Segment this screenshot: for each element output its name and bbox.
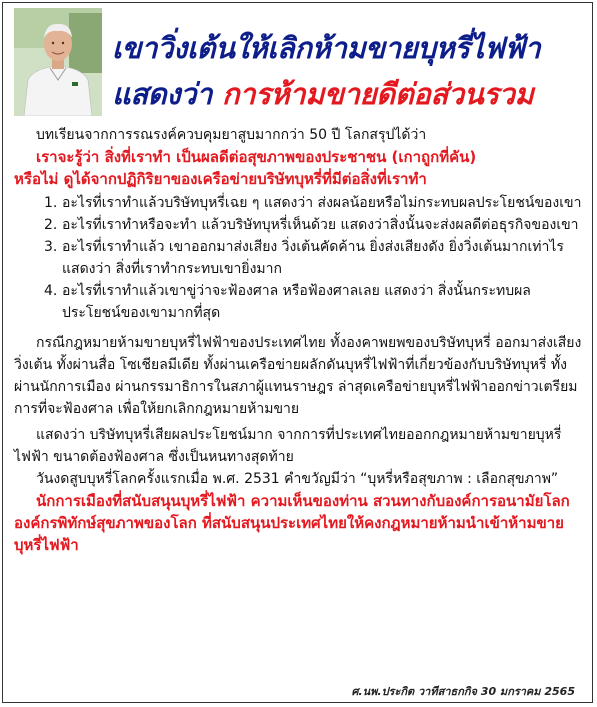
list-item xyxy=(14,192,582,214)
author-signature: ศ.นพ.ประกิต วาทีสาธกกิจ 30 มกราคม 2565 xyxy=(351,685,575,698)
headline-highlight: การห้ามขายดีต่อส่วนรวม xyxy=(221,77,534,111)
article-body xyxy=(14,124,582,556)
thai-ban-paragraph: กรณีกฎหมายห้ามขายบุหรี่ไฟฟ้าของประเทศไทย ทั้งองคาพยพของบริษัทบุหรี่ ออกมาส่งเสียงวิ่งเต้น ทั้งผ่านสื่อ โซเชียลมีเดีย ทั้งผ่านเครือข่ายผลักดันบุหรี่ไฟฟ้าที่เกี่ยวข้องกับบริษัทบุหรี่ ทั้งผ่านนักการเมือง ผ่านกรรมาธิการในสภาผู้แทนราษฎร ล่าสุดเครือข่ายบุหรี่ไฟฟ้าออกข่าวเตรียมการที่จะฟ้องศาล เพื่อให้ยกเลิกกฎหมายห้ามขาย xyxy=(14,335,582,417)
list-item xyxy=(14,236,582,280)
key-message-line-2: หรือไม่ ดูได้จากปฏิกิริยาของเครือข่ายบริษัทบุหรี่ที่มีต่อสิ่งที่เราทำ xyxy=(14,170,427,188)
headline-line-1: เขาวิ่งเต้นให้เลิกห้ามขายบุหรี่ไฟฟ้า xyxy=(112,31,541,65)
list-item-number: 1. xyxy=(44,195,58,211)
list-item xyxy=(14,214,582,236)
headline-line-2 xyxy=(112,77,582,111)
list-item-text: อะไรที่เราทำแล้ว เขาออกมาส่งเสียง วิ่งเต้นคัดค้าน ยิ่งส่งเสียงดัง ยิ่งวิ่งเต้นมากเท่าไร แสดงว่า สิ่งที่เราทำกระทบเขายิ่งมาก xyxy=(62,239,564,277)
list-item-text: อะไรที่เราทำแล้วบริษัทบุหรี่เฉย ๆ แสดงว่า ส่งผลน้อยหรือไม่กระทบผลประโยชน์ของเขา xyxy=(62,195,582,211)
closing-message: นักการเมืองที่สนับสนุนบุหรี่ไฟฟ้า ความเห็นของท่าน สวนทางกับองค์การอนามัยโลก องค์กรพิทักษ์สุขภาพของโลก ที่สนับสนุนประเทศไทยให้คงกฎหมายห้ามนำเข้าห้ามขายบุหรี่ไฟฟ้า xyxy=(14,492,570,554)
author-photo xyxy=(14,8,102,116)
key-message-line-1: เราจะรู้ว่า สิ่งที่เราทำ เป็นผลดีต่อสุขภาพของประชาชน (เกาถูกที่คัน) xyxy=(36,148,477,166)
lesson-list xyxy=(14,192,582,324)
list-item-number: 2. xyxy=(44,217,58,233)
list-item-number: 4. xyxy=(44,283,58,299)
list-item-text: อะไรที่เราทำแล้วเขาขู่ว่าจะฟ้องศาล หรือฟ้องศาลเลย แสดงว่า สิ่งนั้นกระทบผลประโยชน์ของเขามากที่สุด xyxy=(62,283,531,321)
world-no-tobacco-day-paragraph: วันงดสูบบุหรี่โลกครั้งแรกเมื่อ พ.ศ. 2531 คำขวัญมีว่า “บุหรี่หรือสุขภาพ : เลือกสุขภาพ” xyxy=(36,471,559,487)
list-item-text: อะไรที่เราทำหรือจะทำ แล้วบริษัทบุหรี่เห็นด้วย แสดงว่าสิ่งนั้นจะส่งผลดีต่อธุรกิจของเขา xyxy=(62,217,579,233)
conclusion-paragraph: แสดงว่า บริษัทบุหรี่เสียผลประโยชน์มาก จากการที่ประเทศไทยออกกฎหมายห้ามขายบุหรี่ไฟฟ้า ขนาดต้องฟ้องศาล ซึ่งเป็นหนทางสุดท้าย xyxy=(14,427,562,465)
list-item-number: 3. xyxy=(44,239,58,255)
headline-prefix: แสดงว่า xyxy=(112,77,222,111)
list-item xyxy=(14,280,582,324)
intro-paragraph: บทเรียนจากการรณรงค์ควบคุมยาสูบมากกว่า 50 ปี โลกสรุปได้ว่า xyxy=(36,127,427,143)
